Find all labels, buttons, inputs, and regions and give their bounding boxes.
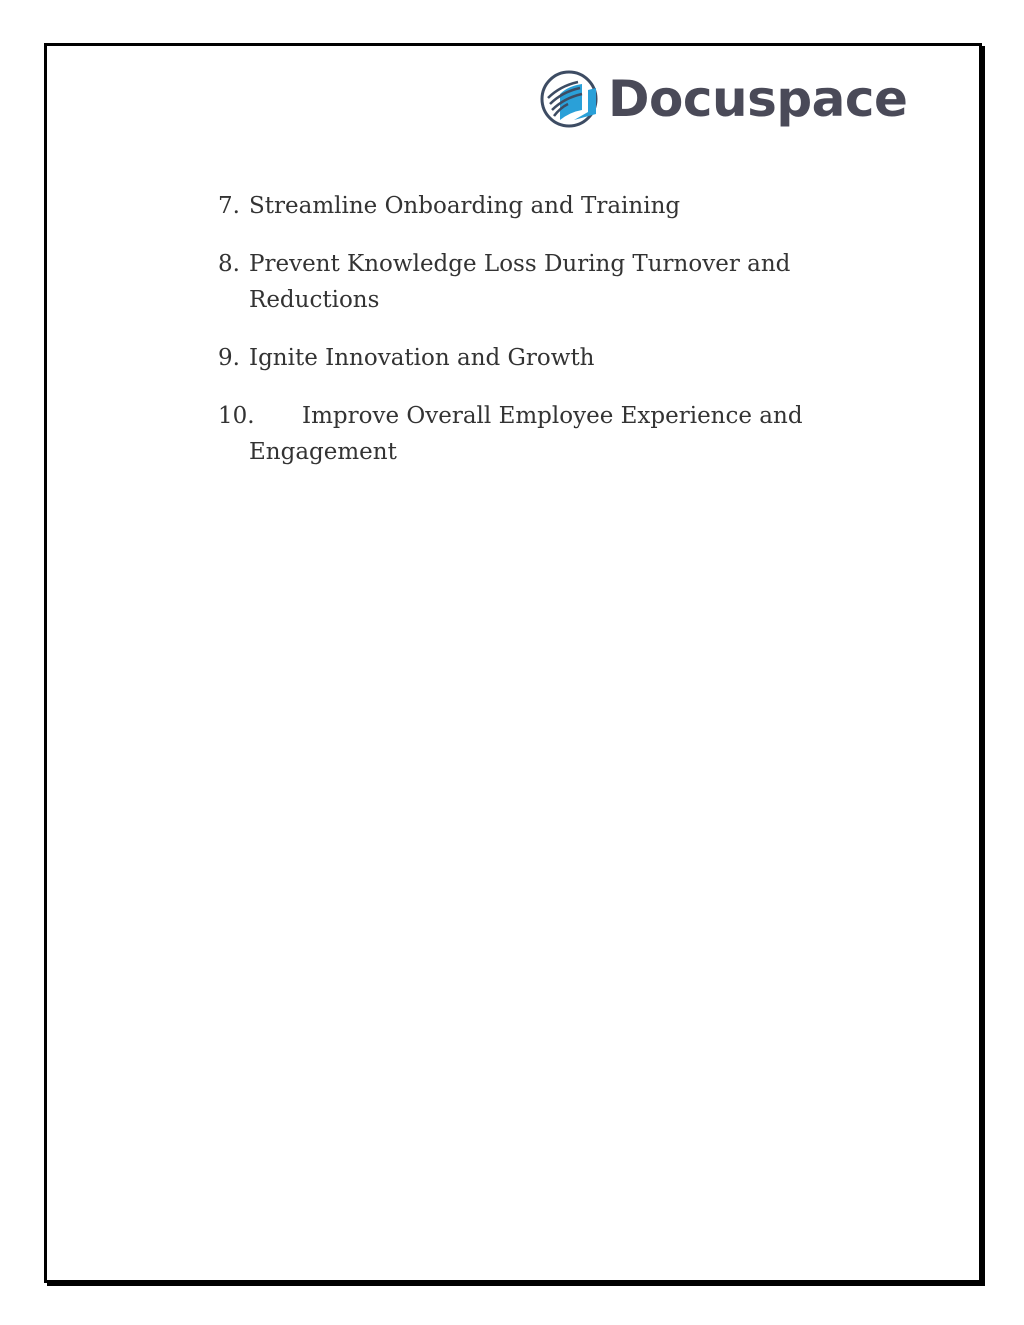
list-item-text: Ignite Innovation and Growth	[249, 345, 595, 371]
list-item-text-continuation: Engagement	[249, 439, 397, 465]
list-item-text: Streamline Onboarding and Training	[249, 193, 681, 219]
numbered-list	[218, 188, 918, 492]
list-item-number: 7.	[218, 193, 240, 219]
list-item	[218, 340, 918, 376]
list-item	[218, 188, 918, 224]
list-item-text: Prevent Knowledge Loss During Turnover and Reductions	[249, 251, 791, 313]
logo-wordmark: Docuspace	[608, 70, 908, 128]
list-item-number: 8.	[218, 251, 240, 277]
list-item	[218, 398, 918, 470]
list-item-number: 9.	[218, 345, 240, 371]
list-item-number: 10.	[218, 403, 255, 429]
docuspace-logo	[538, 68, 907, 130]
list-item-text: Improve Overall Employee Experience and	[302, 403, 803, 429]
book-logo-icon	[538, 68, 600, 130]
list-item	[218, 246, 918, 318]
